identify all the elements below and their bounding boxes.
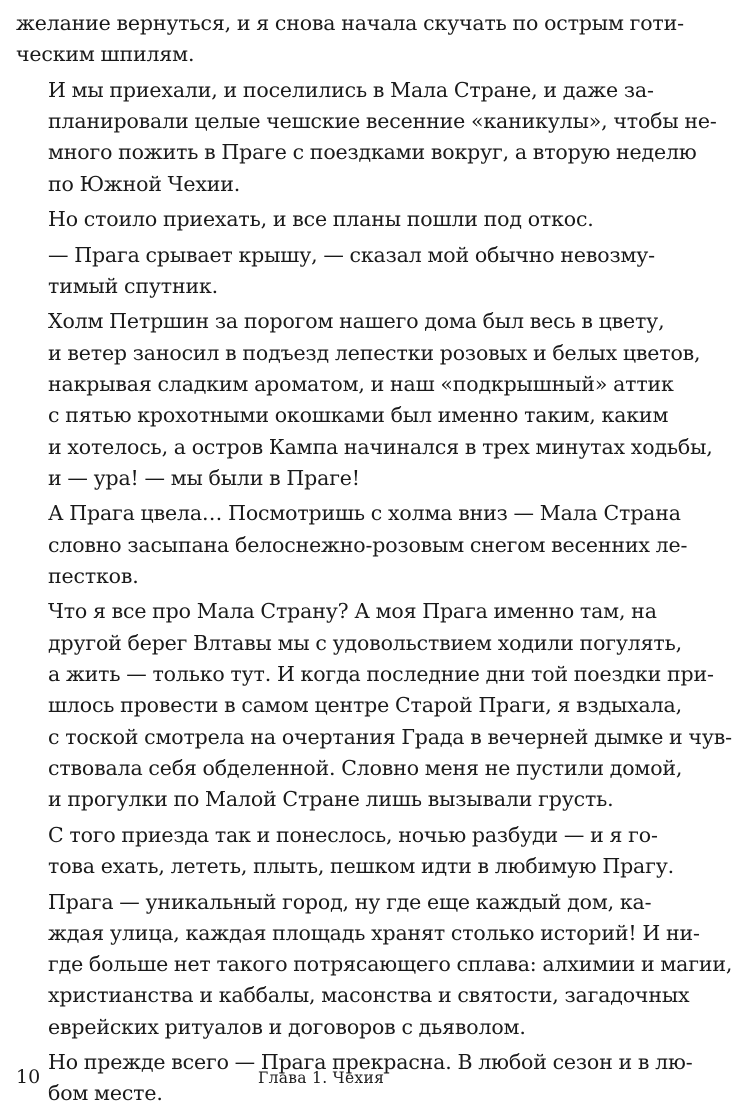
text-line: И мы приехали, и поселились в Мала Стране, и даже за-: [48, 77, 654, 102]
text-line: накрывая сладким ароматом, и наш «подкрышный» аттик: [48, 372, 674, 397]
text-line: Но стоило приехать, и все планы пошли под откос.: [48, 207, 594, 232]
text-line: тимый спутник.: [48, 273, 219, 298]
page-footer: [16, 1066, 620, 1094]
text-line: пестков.: [48, 563, 139, 588]
page-number: 10: [16, 1066, 41, 1088]
text-line: — Прага срывает крышу, — сказал мой обычно невозму-: [48, 242, 655, 267]
paragraph: [16, 498, 688, 592]
text-line: по Южной Чехии.: [48, 171, 241, 196]
text-line: А Прага цвела… Посмотришь с холма вниз — Мала Страна: [48, 501, 681, 526]
text-line: желание вернуться, и я снова начала скучать по острым готи-: [16, 11, 684, 35]
text-line: ческим шпилям.: [16, 42, 195, 67]
text-line: и хотелось, а остров Кампа начинался в трех минутах ходьбы,: [48, 434, 713, 459]
text-line: много пожить в Праге с поездками вокруг, а вторую неделю: [48, 140, 697, 165]
running-head: Глава 1. Чехия: [258, 1069, 385, 1087]
text-line: с тоской смотрела на очертания Града в вечерней дымке и чув-: [48, 724, 732, 749]
paragraph: [16, 596, 732, 815]
text-line: еврейских ритуалов и договоров с дьяволом.: [48, 1014, 526, 1039]
paragraph: [16, 820, 674, 883]
text-line: Холм Петршин за порогом нашего дома был весь в цвету,: [48, 309, 665, 334]
text-line: бом месте.: [48, 1081, 163, 1106]
paragraph: [16, 306, 713, 494]
text-line: шлось провести в самом центре Старой Праги, я вздыхала,: [48, 693, 682, 718]
page-body: [16, 8, 732, 1114]
text-line: с пятью крохотными окошками был именно таким, каким: [48, 403, 669, 428]
text-line: планировали целые чешские весенние «каникулы», чтобы не-: [48, 109, 717, 134]
text-line: ждая улица, каждая площадь хранят столько историй! И ни-: [48, 920, 700, 945]
text-line: С того приезда так и понеслось, ночью разбуди — и я го-: [48, 822, 658, 847]
text-line: и — ура! — мы были в Праге!: [48, 465, 360, 490]
text-line: где больше нет такого потрясающего сплава: алхимии и магии,: [48, 952, 732, 977]
text-line: словно засыпана белоснежно-розовым снегом весенних ле-: [48, 532, 688, 557]
text-line: ствовала себя обделенной. Словно меня не пустили домой,: [48, 755, 683, 780]
text-line: Что я все про Мала Страну? А моя Прага именно там, на: [48, 599, 657, 624]
text-line: и ветер заносил в подъезд лепестки розовых и белых цветов,: [48, 340, 701, 365]
text-line: Но прежде всего — Прага прекрасна. В любой сезон и в лю-: [48, 1050, 693, 1075]
text-line: това ехать, лететь, плыть, пешком идти в любимую Прагу.: [48, 854, 674, 879]
text-line: христианства и каббалы, масонства и святости, загадочных: [48, 983, 690, 1008]
paragraph: [16, 240, 655, 303]
text-line: Прага — уникальный город, ну где еще каждый дом, ка-: [48, 889, 652, 914]
paragraph: [16, 75, 717, 200]
paragraph: [16, 8, 684, 71]
text-line: а жить — только тут. И когда последние дни той поездки при-: [48, 662, 714, 687]
paragraph: [16, 204, 624, 235]
text-line: и прогулки по Малой Стране лишь вызывали грусть.: [48, 787, 614, 812]
text-line: другой берег Влтавы мы с удовольствием ходили погулять,: [48, 630, 682, 655]
paragraph: [16, 887, 732, 1043]
